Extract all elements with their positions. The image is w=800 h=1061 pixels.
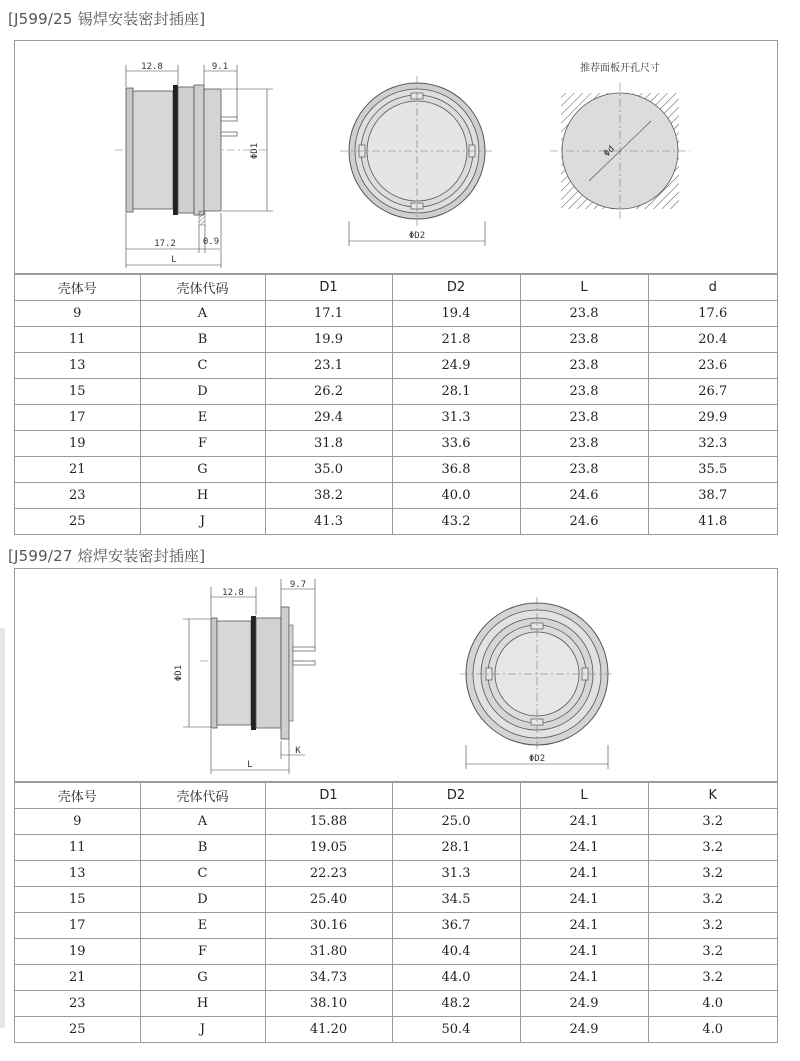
front-view xyxy=(340,76,495,246)
cell: 38.10 xyxy=(265,991,392,1017)
cell: 29.4 xyxy=(265,405,392,431)
cell: 15 xyxy=(15,887,140,913)
cell: 19 xyxy=(15,939,140,965)
cell: 23.6 xyxy=(648,353,777,379)
cell: 38.7 xyxy=(648,483,777,509)
dim2-9-7: 9.7 xyxy=(289,580,307,590)
header-d: d xyxy=(648,275,777,301)
cell: G xyxy=(140,965,265,991)
side-view xyxy=(115,62,273,268)
header-k: K xyxy=(648,783,777,809)
cell: A xyxy=(140,301,265,327)
cell: 41.8 xyxy=(648,509,777,535)
cell: 19.05 xyxy=(265,835,392,861)
cell: 50.4 xyxy=(392,1017,520,1043)
cell: E xyxy=(140,405,265,431)
header-d2: D2 xyxy=(392,275,520,301)
cell: 34.5 xyxy=(392,887,520,913)
cell: H xyxy=(140,483,265,509)
cell: 17 xyxy=(15,405,140,431)
dim-9-1: 9.1 xyxy=(211,62,229,72)
header-shell-code: 壳体代码 xyxy=(140,783,265,809)
table-row xyxy=(15,939,777,965)
cell: 24.1 xyxy=(520,861,648,887)
cell: 23.8 xyxy=(520,405,648,431)
cell: 30.16 xyxy=(265,913,392,939)
cell: 38.2 xyxy=(265,483,392,509)
table-row xyxy=(15,379,777,405)
cell: 48.2 xyxy=(392,991,520,1017)
cell: 24.9 xyxy=(392,353,520,379)
cell: 24.6 xyxy=(520,483,648,509)
table-row xyxy=(15,809,777,835)
cell: 9 xyxy=(15,809,140,835)
cell: A xyxy=(140,809,265,835)
cell: 31.3 xyxy=(392,405,520,431)
header-shell-code: 壳体代码 xyxy=(140,275,265,301)
dim2-d1: ΦD1 xyxy=(174,664,184,682)
table-row xyxy=(15,991,777,1017)
cell: 15.88 xyxy=(265,809,392,835)
cell: 11 xyxy=(15,327,140,353)
table-header-row xyxy=(15,783,777,809)
dim-l: L xyxy=(171,255,177,265)
header-d2: D2 xyxy=(392,783,520,809)
cell: B xyxy=(140,327,265,353)
cell: 3.2 xyxy=(648,809,777,835)
front-view-2 xyxy=(460,597,615,769)
cell: 19.4 xyxy=(392,301,520,327)
cell: 32.3 xyxy=(648,431,777,457)
cell: 19 xyxy=(15,431,140,457)
cell: 13 xyxy=(15,353,140,379)
cell: C xyxy=(140,861,265,887)
header-l: L xyxy=(520,783,648,809)
dim-d-small: Φd xyxy=(602,144,617,159)
table-header-row xyxy=(15,275,777,301)
cell: 21 xyxy=(15,457,140,483)
section2-title: [J599/27 熔焊安装密封插座] xyxy=(8,547,206,565)
cell: 25.0 xyxy=(392,809,520,835)
panel-cutout xyxy=(550,61,690,219)
cell: 35.0 xyxy=(265,457,392,483)
header-d1: D1 xyxy=(265,783,392,809)
cell: 26.2 xyxy=(265,379,392,405)
cell: 24.1 xyxy=(520,965,648,991)
dim-d2: ΦD2 xyxy=(408,231,426,241)
cell: 3.2 xyxy=(648,939,777,965)
cell: 4.0 xyxy=(648,1017,777,1043)
cell: 26.7 xyxy=(648,379,777,405)
cell: 17.1 xyxy=(265,301,392,327)
table-row xyxy=(15,1017,777,1043)
dim-12-8: 12.8 xyxy=(141,62,163,72)
cell: 36.8 xyxy=(392,457,520,483)
cell: 25.40 xyxy=(265,887,392,913)
cell: 9 xyxy=(15,301,140,327)
dim2-12-8: 12.8 xyxy=(222,588,244,598)
cell: 23.8 xyxy=(520,457,648,483)
cell: 34.73 xyxy=(265,965,392,991)
cell: 23 xyxy=(15,991,140,1017)
cell: 24.1 xyxy=(520,939,648,965)
cell: 35.5 xyxy=(648,457,777,483)
cell: H xyxy=(140,991,265,1017)
cell: 41.3 xyxy=(265,509,392,535)
cell: B xyxy=(140,835,265,861)
table-row xyxy=(15,457,777,483)
section2-table xyxy=(15,782,777,1042)
cell: 41.20 xyxy=(265,1017,392,1043)
section1-frame xyxy=(14,40,778,535)
cell: 31.80 xyxy=(265,939,392,965)
cell: 24.9 xyxy=(520,1017,648,1043)
cell: 4.0 xyxy=(648,991,777,1017)
table-row xyxy=(15,861,777,887)
cell: J xyxy=(140,1017,265,1043)
cell: 17 xyxy=(15,913,140,939)
header-shell-size: 壳体号 xyxy=(15,783,140,809)
cell: 21.8 xyxy=(392,327,520,353)
header-d1: D1 xyxy=(265,275,392,301)
section1-title: [J599/25 锡焊安装密封插座] xyxy=(8,10,206,28)
table-row xyxy=(15,509,777,535)
cell: 20.4 xyxy=(648,327,777,353)
header-shell-size: 壳体号 xyxy=(15,275,140,301)
cell: 28.1 xyxy=(392,835,520,861)
cell: 40.4 xyxy=(392,939,520,965)
cell: 28.1 xyxy=(392,379,520,405)
section2-svg xyxy=(15,569,777,781)
cell: 23.8 xyxy=(520,353,648,379)
section1-svg xyxy=(15,41,777,273)
side-view-2 xyxy=(174,579,315,774)
section1-table xyxy=(15,274,777,534)
section2-frame xyxy=(14,568,778,1043)
dim-17-2: 17.2 xyxy=(154,239,176,249)
cell: 3.2 xyxy=(648,835,777,861)
cell: 33.6 xyxy=(392,431,520,457)
cell: 23.8 xyxy=(520,301,648,327)
cell: 31.8 xyxy=(265,431,392,457)
table-row xyxy=(15,405,777,431)
cell: 19.9 xyxy=(265,327,392,353)
cell: 31.3 xyxy=(392,861,520,887)
cell: 22.23 xyxy=(265,861,392,887)
table-row xyxy=(15,835,777,861)
dim-0-9: 0.9 xyxy=(202,237,220,247)
cell: 36.7 xyxy=(392,913,520,939)
cell: 3.2 xyxy=(648,965,777,991)
cell: 24.1 xyxy=(520,809,648,835)
cell: 43.2 xyxy=(392,509,520,535)
cell: 24.1 xyxy=(520,913,648,939)
dim2-k: K xyxy=(295,746,301,756)
cell: G xyxy=(140,457,265,483)
header-l: L xyxy=(520,275,648,301)
dim-d1: ΦD1 xyxy=(250,142,260,160)
cell: 13 xyxy=(15,861,140,887)
page-edge-strip xyxy=(0,628,5,1028)
dim2-d2: ΦD2 xyxy=(528,754,546,764)
dim2-l: L xyxy=(247,760,253,770)
cell: D xyxy=(140,379,265,405)
table-row xyxy=(15,887,777,913)
cell: 3.2 xyxy=(648,861,777,887)
cell: 23.8 xyxy=(520,327,648,353)
cell: 11 xyxy=(15,835,140,861)
section1-drawing xyxy=(15,41,777,274)
table-row xyxy=(15,327,777,353)
cell: 15 xyxy=(15,379,140,405)
cell: J xyxy=(140,509,265,535)
section2-drawing xyxy=(15,569,777,782)
cell: C xyxy=(140,353,265,379)
table-row xyxy=(15,353,777,379)
cell: 23 xyxy=(15,483,140,509)
table-row xyxy=(15,965,777,991)
cell: 40.0 xyxy=(392,483,520,509)
table-row xyxy=(15,431,777,457)
table-row xyxy=(15,483,777,509)
cell: 3.2 xyxy=(648,913,777,939)
cutout-title: 推荐面板开孔尺寸 xyxy=(580,63,660,74)
cell: 24.6 xyxy=(520,509,648,535)
cell: 24.1 xyxy=(520,887,648,913)
cell: 25 xyxy=(15,509,140,535)
cell: E xyxy=(140,913,265,939)
table-row xyxy=(15,913,777,939)
table-row xyxy=(15,301,777,327)
cell: 44.0 xyxy=(392,965,520,991)
cell: F xyxy=(140,939,265,965)
cell: 17.6 xyxy=(648,301,777,327)
cell: 24.9 xyxy=(520,991,648,1017)
cell: F xyxy=(140,431,265,457)
cell: 23.8 xyxy=(520,379,648,405)
cell: 3.2 xyxy=(648,887,777,913)
cell: 23.8 xyxy=(520,431,648,457)
cell: 29.9 xyxy=(648,405,777,431)
cell: 24.1 xyxy=(520,835,648,861)
cell: 23.1 xyxy=(265,353,392,379)
cell: 25 xyxy=(15,1017,140,1043)
cell: D xyxy=(140,887,265,913)
cell: 21 xyxy=(15,965,140,991)
